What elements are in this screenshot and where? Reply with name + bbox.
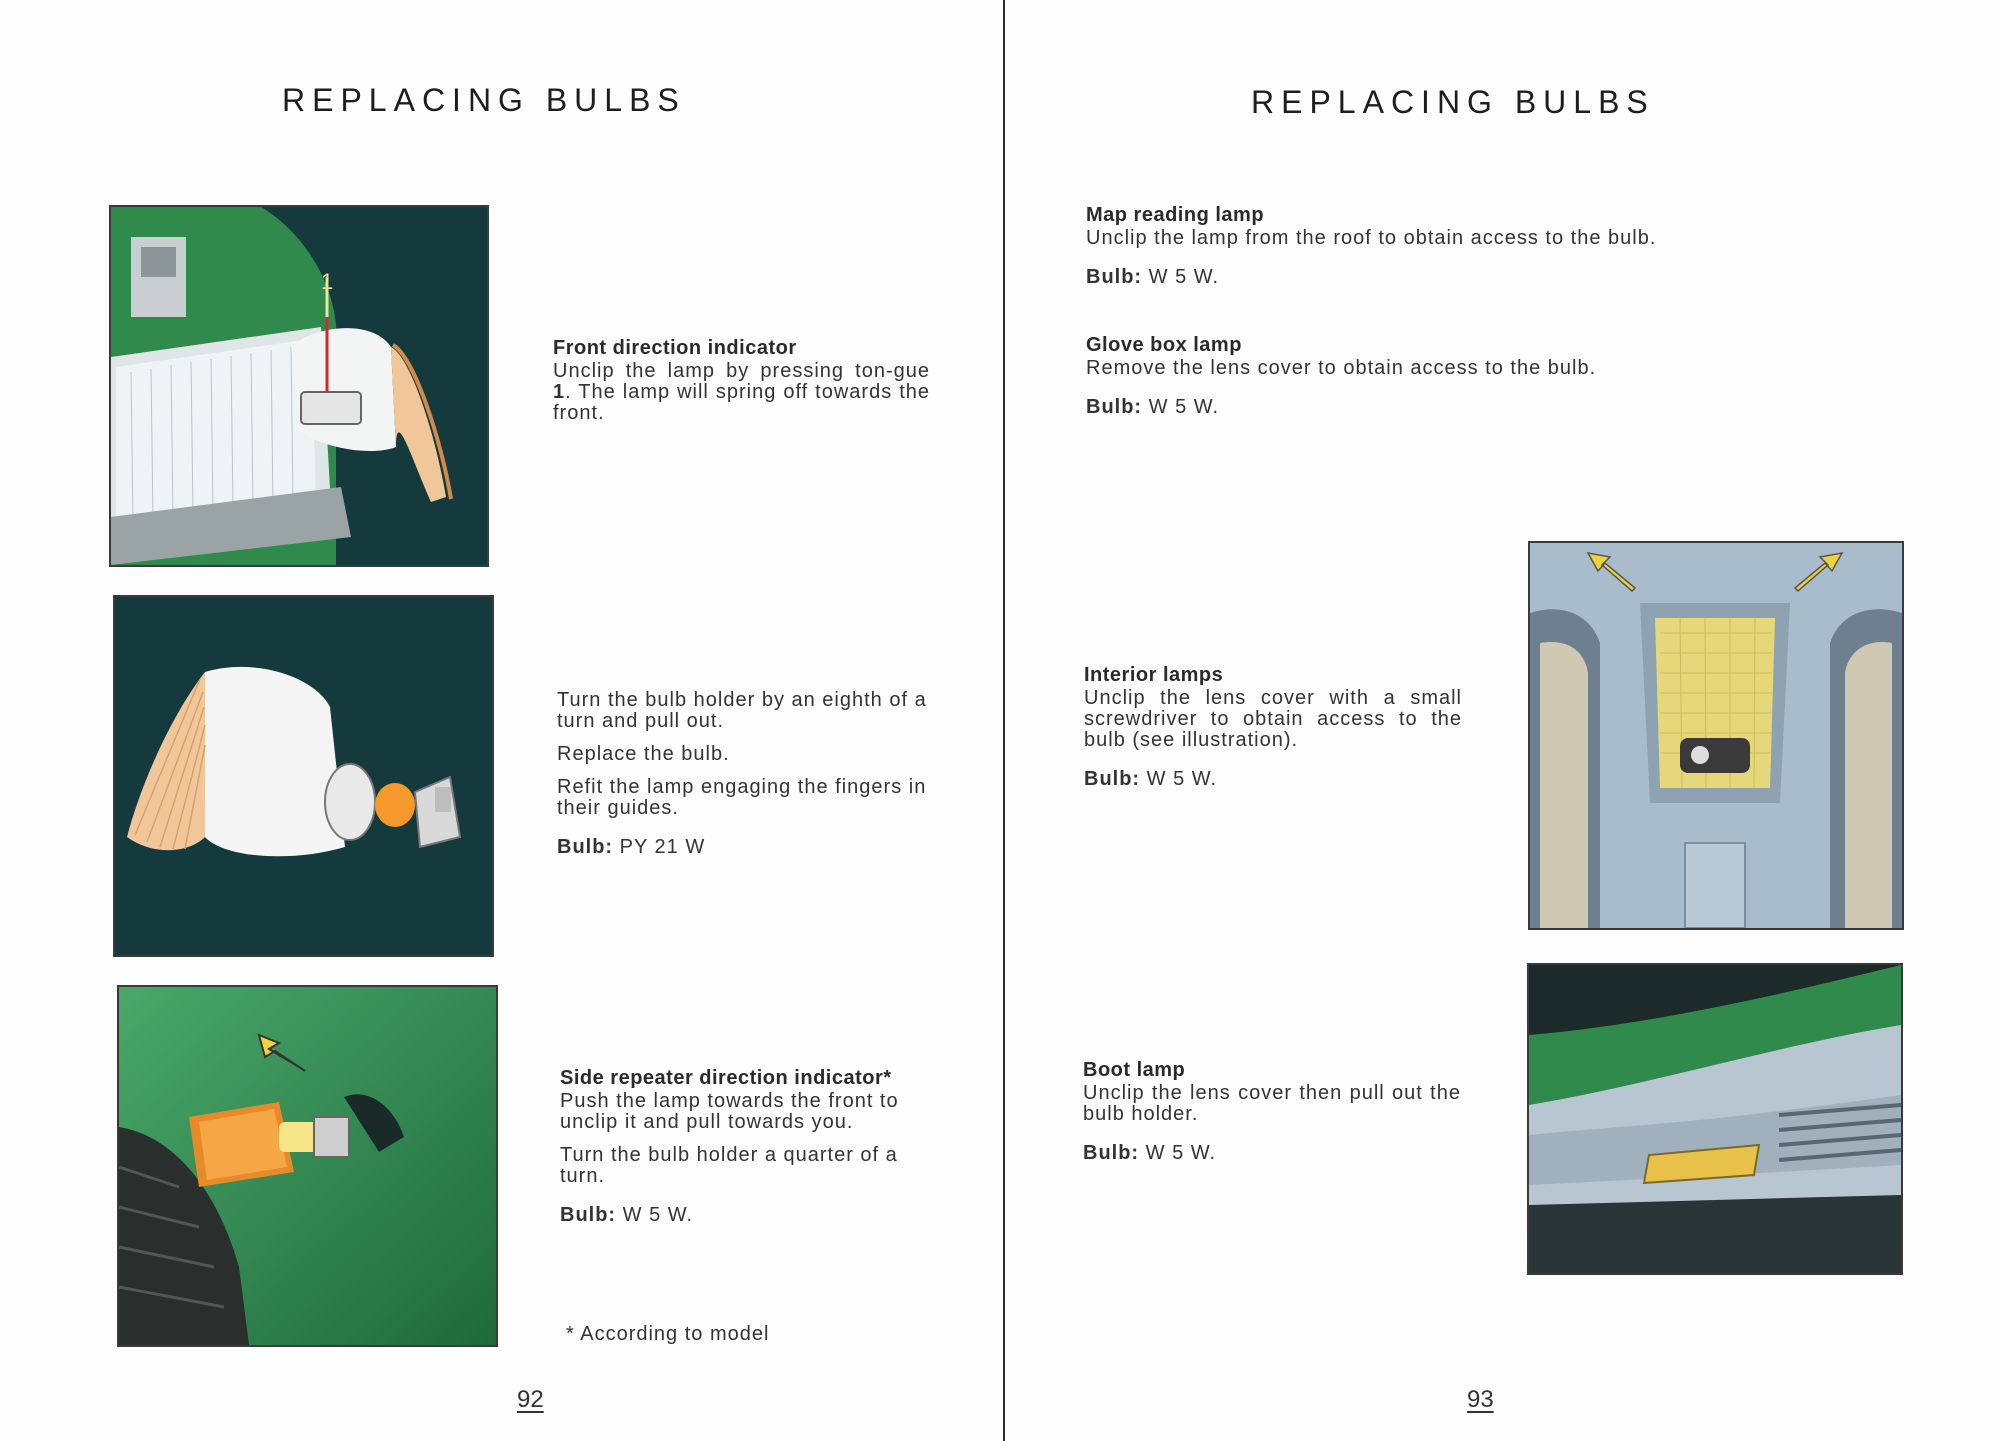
section-text: Replace the bulb.	[557, 743, 730, 765]
glove-box-section	[1086, 335, 1746, 430]
bulb-holder-section	[557, 690, 937, 870]
section-heading: Glove box lamp	[1086, 334, 1242, 356]
bulb-spec: Bulb: W 5 W.	[1086, 266, 1220, 288]
section-text: Refit the lamp engaging the fingers in their guides.	[557, 776, 927, 819]
interior-lamps-section	[1084, 665, 1462, 802]
page-title: REPLACING BULBS	[282, 82, 686, 118]
page-number: 93	[1467, 1386, 1494, 1413]
section-text: Remove the lens cover to obtain access to the bulb.	[1086, 357, 1597, 379]
side-repeater-illustration	[117, 985, 498, 1347]
map-reading-section	[1086, 205, 1746, 300]
boot-lamp-illustration	[1527, 963, 1903, 1275]
section-text: Turn the bulb holder a quarter of a turn.	[560, 1144, 898, 1187]
book-spine	[1003, 0, 1005, 1441]
footnote: * According to model	[566, 1323, 770, 1345]
section-text: Unclip the lamp from the roof to obtain access to the bulb.	[1086, 227, 1657, 249]
page-title: REPLACING BULBS	[1251, 84, 1655, 120]
section-heading: Interior lamps	[1084, 664, 1224, 686]
bulb-holder-illustration	[113, 595, 494, 957]
front-indicator-removal-illustration	[109, 205, 489, 567]
bulb-spec: Bulb: W 5 W.	[1083, 1142, 1217, 1164]
section-text: Unclip the lamp by pressing ton-gue 1. The lamp will spring off towards the front.	[553, 360, 930, 424]
bulb-spec: Bulb: W 5 W.	[1084, 768, 1218, 790]
bulb-spec: Bulb: W 5 W.	[560, 1204, 694, 1226]
bulb-spec: Bulb: W 5 W.	[1086, 396, 1220, 418]
section-heading: Side repeater direction indicator*	[560, 1067, 892, 1089]
front-indicator-section	[553, 338, 930, 436]
side-repeater-section	[560, 1068, 940, 1238]
section-heading: Map reading lamp	[1086, 204, 1265, 226]
section-text: Push the lamp towards the front to unclip it and pull towards you.	[560, 1090, 899, 1133]
section-text: Turn the bulb holder by an eighth of a turn and pull out.	[557, 689, 927, 732]
page-number: 92	[517, 1386, 544, 1413]
boot-lamp-section	[1083, 1060, 1461, 1176]
right-page	[1006, 0, 2000, 1441]
bulb-spec: Bulb: PY 21 W	[557, 836, 706, 858]
section-text: Unclip the lens cover with a small screwdriver to obtain access to the bulb (see illustration).	[1084, 687, 1462, 751]
interior-lamp-illustration	[1528, 541, 1904, 930]
section-heading: Boot lamp	[1083, 1059, 1186, 1081]
callout-number: 1	[321, 269, 334, 294]
section-heading: Front direction indicator	[553, 337, 797, 359]
section-text: Unclip the lens cover then pull out the bulb holder.	[1083, 1082, 1461, 1125]
